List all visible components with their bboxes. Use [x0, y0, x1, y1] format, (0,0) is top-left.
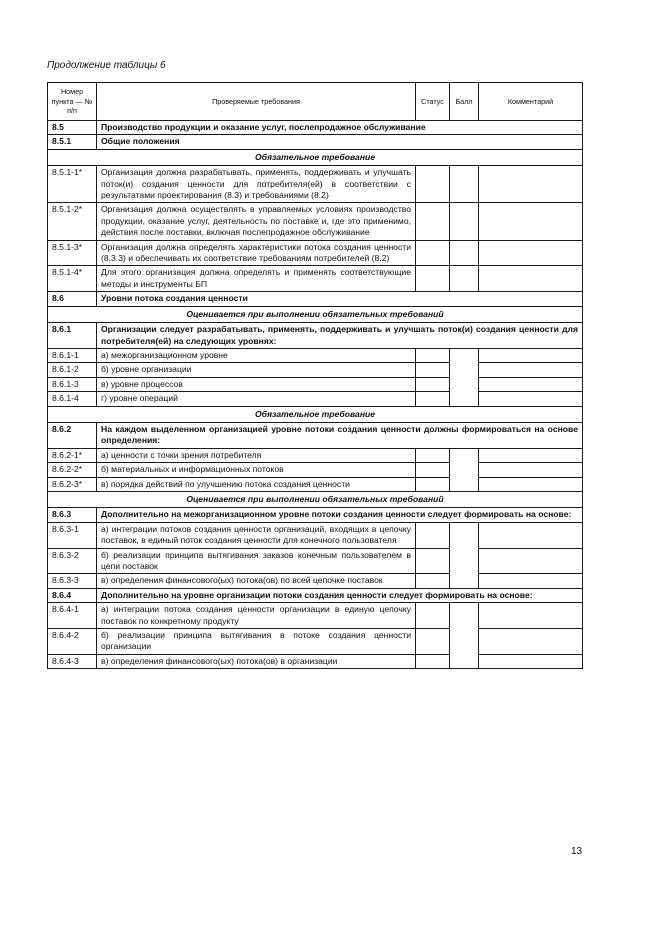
- section-heading-row: [48, 422, 583, 448]
- item-number: 8.5.1-1*: [48, 166, 97, 203]
- score-cell[interactable]: [450, 522, 479, 588]
- table-row: [48, 477, 583, 491]
- status-cell[interactable]: [416, 392, 450, 406]
- score-cell[interactable]: [450, 266, 479, 292]
- requirement-text: а) межорганизационном уровне: [97, 348, 416, 362]
- comment-cell[interactable]: [479, 377, 583, 391]
- table-row: [48, 392, 583, 406]
- item-number: 8.5.1-2*: [48, 203, 97, 240]
- score-cell[interactable]: [450, 603, 479, 669]
- section-number: 8.6.4: [48, 588, 97, 602]
- table-row: [48, 348, 583, 362]
- table-row: [48, 377, 583, 391]
- requirement-text: б) материальных и информационных потоков: [97, 463, 416, 477]
- requirement-text: Организация должна определять характеристики потока создания ценности (8.3.3) и обеспечивать их соответствие требованиям потребителей (8.2): [97, 240, 416, 266]
- item-number: 8.6.4-2: [48, 629, 97, 655]
- section-number: 8.6.3: [48, 508, 97, 522]
- item-number: 8.6.2-2*: [48, 463, 97, 477]
- table-header-row: [48, 83, 583, 121]
- comment-cell[interactable]: [479, 448, 583, 462]
- status-cell[interactable]: [416, 477, 450, 491]
- comment-cell[interactable]: [479, 629, 583, 655]
- section-title: Производство продукции и оказание услуг, послепродажное обслуживание: [97, 121, 583, 135]
- table-row: [48, 363, 583, 377]
- requirement-text: б) реализации принципа вытягивания в потоке создания ценности организации: [97, 629, 416, 655]
- status-cell[interactable]: [416, 654, 450, 668]
- section-heading-row: [48, 323, 583, 349]
- requirement-category: Обязательное требование: [48, 406, 583, 422]
- table-row: [48, 448, 583, 462]
- table-row: [48, 548, 583, 574]
- status-cell[interactable]: [416, 363, 450, 377]
- comment-cell[interactable]: [479, 203, 583, 240]
- requirement-text: Для этого организация должна определять и применять соответствующие методы и инструменты БП: [97, 266, 416, 292]
- comment-cell[interactable]: [479, 477, 583, 491]
- table-row: [48, 240, 583, 266]
- table-continuation-caption: Продолжение таблицы 6: [47, 60, 166, 71]
- header-requirements: Проверяемые требования: [97, 83, 416, 121]
- requirement-category-row: [48, 491, 583, 507]
- requirements-table: [47, 82, 583, 669]
- table-row: [48, 166, 583, 203]
- status-cell[interactable]: [416, 603, 450, 629]
- section-heading-row: [48, 121, 583, 135]
- section-title: Дополнительно на уровне организации потоки создания ценности следует формировать на основе:: [97, 588, 583, 602]
- section-title: Дополнительно на межорганизационном уровне потоки создания ценности следует формировать на основе:: [97, 508, 583, 522]
- requirement-text: а) интеграции потоков создания ценности организаций, входящих в цепочку поставок, в единый поток создания ценности для конечного пользователя: [97, 522, 416, 548]
- requirement-text: в) порядка действий по улучшению потока создания ценности: [97, 477, 416, 491]
- page-number: 13: [571, 846, 583, 857]
- section-number: 8.6: [48, 292, 97, 306]
- requirement-text: б) уровне организации: [97, 363, 416, 377]
- header-item-number: Номер пункта — № п/п: [48, 83, 97, 121]
- requirement-text: Организация должна разрабатывать, применять, поддерживать и улучшать поток(и) создания ценности для потребителя(ей) в соответствии с результатами проектирования (8.3) и требованиями (8.2): [97, 166, 416, 203]
- requirement-category-row: [48, 406, 583, 422]
- item-number: 8.6.1-4: [48, 392, 97, 406]
- comment-cell[interactable]: [479, 603, 583, 629]
- requirement-text: Организация должна осуществлять в управляемых условиях производство продукции, оказание услуг, деятельность по поставке и, где это применимо, действия после поставки, включая послепродажное обслуживание: [97, 203, 416, 240]
- section-title: Общие положения: [97, 135, 583, 149]
- comment-cell[interactable]: [479, 363, 583, 377]
- section-number: 8.6.1: [48, 323, 97, 349]
- comment-cell[interactable]: [479, 348, 583, 362]
- status-cell[interactable]: [416, 463, 450, 477]
- comment-cell[interactable]: [479, 463, 583, 477]
- score-cell[interactable]: [450, 203, 479, 240]
- section-heading-row: [48, 508, 583, 522]
- status-cell[interactable]: [416, 266, 450, 292]
- item-number: 8.6.1-1: [48, 348, 97, 362]
- requirement-text: б) реализации принципа вытягивания заказов конечным пользователем в цепи поставок: [97, 548, 416, 574]
- status-cell[interactable]: [416, 240, 450, 266]
- table-body: [48, 121, 583, 669]
- table-row: [48, 522, 583, 548]
- comment-cell[interactable]: [479, 654, 583, 668]
- comment-cell[interactable]: [479, 392, 583, 406]
- item-number: 8.6.1-2: [48, 363, 97, 377]
- score-cell[interactable]: [450, 166, 479, 203]
- comment-cell[interactable]: [479, 240, 583, 266]
- score-cell[interactable]: [450, 348, 479, 406]
- item-number: 8.6.4-1: [48, 603, 97, 629]
- section-title: Организации следует разрабатывать, применять, поддерживать и улучшать поток(и) создания ценности для потребителя(ей) на следующих уровнях:: [97, 323, 583, 349]
- status-cell[interactable]: [416, 377, 450, 391]
- comment-cell[interactable]: [479, 522, 583, 548]
- item-number: 8.6.2-1*: [48, 448, 97, 462]
- header-status: Статус: [416, 83, 450, 121]
- section-number: 8.5: [48, 121, 97, 135]
- status-cell[interactable]: [416, 522, 450, 548]
- table-row: [48, 603, 583, 629]
- requirement-text: в) определения финансового(ых) потока(ов) в организации: [97, 654, 416, 668]
- section-heading-row: [48, 135, 583, 149]
- requirement-text: а) ценности с точки зрения потребителя: [97, 448, 416, 462]
- section-heading-row: [48, 292, 583, 306]
- table-row: [48, 629, 583, 655]
- requirement-category: Оценивается при выполнении обязательных требований: [48, 491, 583, 507]
- item-number: 8.6.2-3*: [48, 477, 97, 491]
- requirement-text: в) определения финансового(ых) потока(ов) по всей цепочке поставок: [97, 574, 416, 588]
- score-cell[interactable]: [450, 240, 479, 266]
- requirement-text: в) уровне процессов: [97, 377, 416, 391]
- section-heading-row: [48, 588, 583, 602]
- requirement-category-row: [48, 149, 583, 165]
- comment-cell[interactable]: [479, 574, 583, 588]
- requirement-category: Оценивается при выполнении обязательных требований: [48, 306, 583, 322]
- header-score: Балл: [450, 83, 479, 121]
- table-row: [48, 654, 583, 668]
- comment-cell[interactable]: [479, 548, 583, 574]
- header-comment: Комментарий: [479, 83, 583, 121]
- table-row: [48, 203, 583, 240]
- item-number: 8.6.3-1: [48, 522, 97, 548]
- item-number: 8.6.3-2: [48, 548, 97, 574]
- requirement-text: а) интеграции потока создания ценности организации в единую цепочку поставок по конкретному продукту: [97, 603, 416, 629]
- section-title: На каждом выделенном организацией уровне потоки создания ценности должны формироваться на основе определения:: [97, 422, 583, 448]
- requirement-category-row: [48, 306, 583, 322]
- status-cell[interactable]: [416, 548, 450, 574]
- comment-cell[interactable]: [479, 166, 583, 203]
- status-cell[interactable]: [416, 203, 450, 240]
- item-number: 8.5.1-3*: [48, 240, 97, 266]
- table-row: [48, 266, 583, 292]
- section-number: 8.6.2: [48, 422, 97, 448]
- item-number: 8.6.1-3: [48, 377, 97, 391]
- status-cell[interactable]: [416, 448, 450, 462]
- requirement-text: г) уровне операций: [97, 392, 416, 406]
- status-cell[interactable]: [416, 166, 450, 203]
- item-number: 8.5.1-4*: [48, 266, 97, 292]
- score-cell[interactable]: [450, 448, 479, 491]
- table-row: [48, 463, 583, 477]
- comment-cell[interactable]: [479, 266, 583, 292]
- item-number: 8.6.3-3: [48, 574, 97, 588]
- item-number: 8.6.4-3: [48, 654, 97, 668]
- status-cell[interactable]: [416, 574, 450, 588]
- status-cell[interactable]: [416, 348, 450, 362]
- section-title: Уровни потока создания ценности: [97, 292, 583, 306]
- table-row: [48, 574, 583, 588]
- status-cell[interactable]: [416, 629, 450, 655]
- section-number: 8.5.1: [48, 135, 97, 149]
- requirement-category: Обязательное требование: [48, 149, 583, 165]
